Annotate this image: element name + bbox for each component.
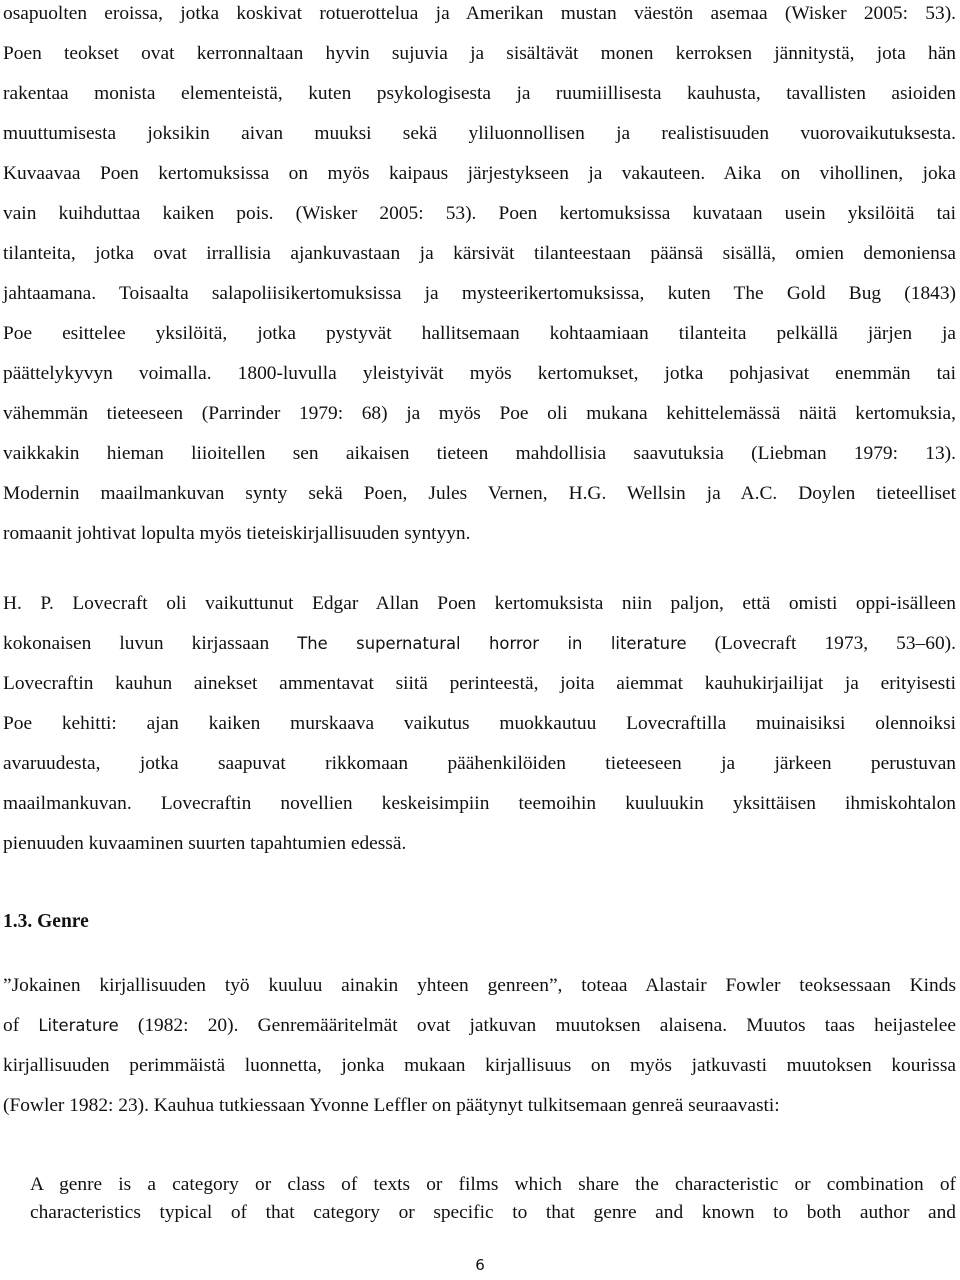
text-line: Poe kehitti: ajan kaiken murskaava vaikutus muokkautuu Lovecraftilla muinaisiksi olennoiksi <box>3 713 956 734</box>
text-line: pienuuden kuvaaminen suurten tapahtumien edessä. <box>3 833 407 854</box>
text-run: kokonaisen luvun kirjassaan <box>3 633 298 654</box>
text-run: (Lovecraft 1973, 53–60). <box>686 633 956 654</box>
quote-line: characteristics typical of that category or specific to that genre and known to both author and <box>30 1202 956 1223</box>
book-title: The supernatural horror in literature <box>297 634 687 653</box>
text-run: of <box>3 1015 39 1036</box>
text-line: maailmankuvan. Lovecraftin novellien keskeisimpiin teemoihin kuuluukin yksittäisen ihmiskohtalon <box>3 793 956 814</box>
text-line: Poen teokset ovat kerronnaltaan hyvin sujuvia ja sisältävät monen kerroksen jännitystä, jota hän <box>3 43 956 64</box>
text-run: (1982: 20). Genremääritelmät ovat jatkuvan muutoksen alaisena. Muutos taas heijastelee <box>118 1015 956 1036</box>
text-line: osapuolten eroissa, jotka koskivat rotuerottelua ja Amerikan mustan väestön asemaa (Wisker 2005: 53). <box>3 3 956 24</box>
page-number: 6 <box>475 1256 485 1274</box>
text-line: jahtaamana. Toisaalta salapoliisikertomuksissa ja mysteerikertomuksissa, kuten The Gold Bug (1843) <box>3 283 956 304</box>
text-line: avaruudesta, jotka saapuvat rikkomaan päähenkilöiden tieteeseen ja järkeen perustuvan <box>3 753 956 774</box>
quote-line: A genre is a category or class of texts or films which share the characteristic or combination of <box>30 1174 956 1195</box>
text-line: Lovecraftin kauhun ainekset ammentavat siitä perinteestä, joita aiemmat kauhukirjailijat ja erityisesti <box>3 673 956 694</box>
text-line: romaanit johtivat lopulta myös tieteiskirjallisuuden syntyyn. <box>3 523 471 544</box>
text-line: vain kuihduttaa kaiken pois. (Wisker 2005: 53). Poen kertomuksissa kuvataan usein yksilöitä tai <box>3 203 956 224</box>
text-line: kirjallisuuden perimmäistä luonnetta, jonka mukaan kirjallisuus on myös jatkuvasti muutoksen kourissa <box>3 1055 956 1076</box>
text-line <box>3 624 956 664</box>
text-line: ”Jokainen kirjallisuuden työ kuuluu ainakin yhteen genreen”, toteaa Alastair Fowler teoksessaan Kinds <box>3 975 956 996</box>
text-line: H. P. Lovecraft oli vaikuttunut Edgar Allan Poen kertomuksista niin paljon, että omisti oppi-isälleen <box>3 593 956 614</box>
text-line: (Fowler 1982: 23). Kauhua tutkiessaan Yvonne Leffler on päätynyt tulkitsemaan genreä seuraavasti: <box>3 1095 780 1116</box>
text-line: rakentaa monista elementeistä, kuten psykologisesta ja ruumiillisesta kauhusta, tavallisten asioiden <box>3 83 956 104</box>
text-line: tilanteita, jotka ovat irrallisia ajankuvastaan ja kärsivät tilanteestaan päänsä sisällä, omien demoniensa <box>3 243 956 264</box>
section-heading: 1.3. Genre <box>3 911 89 932</box>
text-line: vaikkakin hieman liioitellen sen aikaisen tieteen mahdollisia saavutuksia (Liebman 1979: 13). <box>3 443 956 464</box>
book-title: Literature <box>38 1016 119 1035</box>
text-line: Poe esittelee yksilöitä, jotka pystyvät hallitsemaan kohtaamiaan tilanteita pelkällä järjen ja <box>3 323 956 344</box>
paragraph-poe <box>3 0 956 554</box>
block-quote <box>30 1171 956 1227</box>
text-line: muuttumisesta joksikin aivan muuksi sekä yliluonnollisen ja realistisuuden vuorovaikutuksesta. <box>3 123 956 144</box>
paragraph-lovecraft <box>3 584 956 864</box>
text-line: Kuvaavaa Poen kertomuksissa on myös kaipaus järjestykseen ja vakauteen. Aika on vihollinen, joka <box>3 163 956 184</box>
text-line: Modernin maailmankuvan synty sekä Poen, Jules Vernen, H.G. Wellsin ja A.C. Doylen tieteelliset <box>3 483 956 504</box>
paragraph-genre <box>3 966 956 1126</box>
text-line: vähemmän tieteeseen (Parrinder 1979: 68) ja myös Poe oli mukana kehittelemässä näitä kertomuksia, <box>3 403 956 424</box>
text-line: päättelykyvyn voimalla. 1800-luvulla yleistyivät myös kertomukset, jotka pohjasivat enemmän tai <box>3 363 956 384</box>
text-line <box>3 1006 956 1046</box>
